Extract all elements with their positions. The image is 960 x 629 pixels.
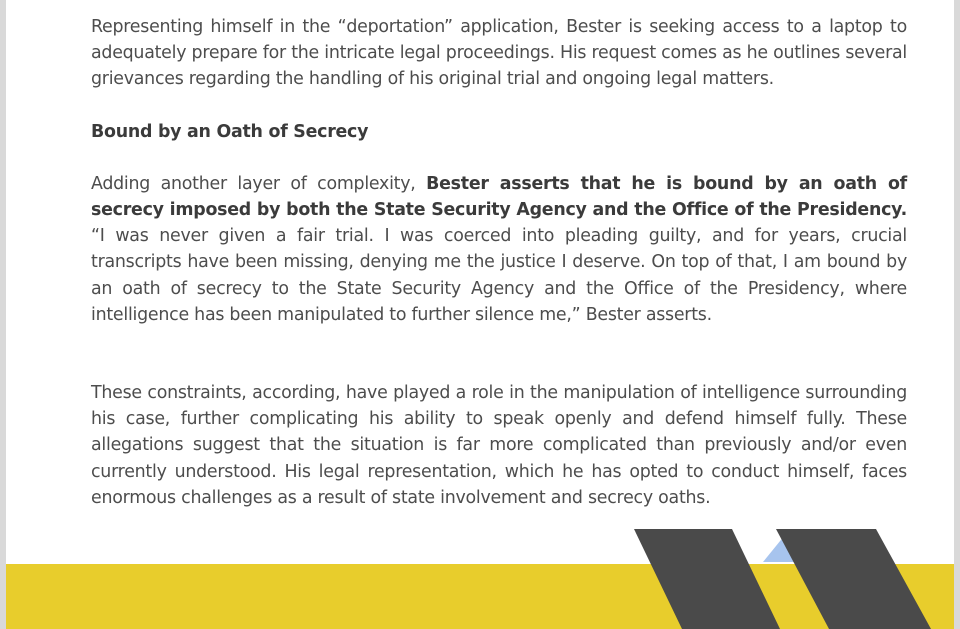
paragraph-intro: Representing himself in the “deportation” application, Bester is seeking access to a laptop to adequately prepare for the intricate legal proceedings. His request comes as he outlines several grievances regarding the handling of his original trial and ongoing legal matters.	[91, 17, 907, 90]
paragraph-oath-bold: Bester asserts that he is bound by an oath of secrecy imposed by both the State Security Agency and the Office of the Presidency.	[91, 173, 907, 221]
footer-stripes-decoration	[6, 0, 954, 629]
dark-stripe-right	[776, 529, 931, 629]
paragraph-oath-quote: “I was never given a fair trial. I was coerced into pleading guilty, and for years, crucial transcripts have been missing, denying me the justice I deserve. On top of that, I am bound by an oath of secrecy to the State Security Agency and the Office of the Presidency, where intelligence has been manipulated to further silence me,” Bester asserts.	[91, 226, 907, 325]
paragraph-oath-lead: Adding another layer of complexity,	[91, 173, 427, 194]
section-heading: Bound by an Oath of Secrecy	[91, 121, 369, 142]
paragraph-constraints: These constraints, according, have played a role in the manipulation of intelligence surrounding his case, further complicating his ability to speak openly and defend himself fully. These allegations suggest that the situation is far more complicated than previously and/or even currently understood. His legal representation, which he has opted to conduct himself, faces enormous challenges as a result of state involvement and secrecy oaths.	[91, 383, 907, 508]
dark-stripe-left	[634, 529, 780, 629]
document-page	[6, 0, 954, 629]
